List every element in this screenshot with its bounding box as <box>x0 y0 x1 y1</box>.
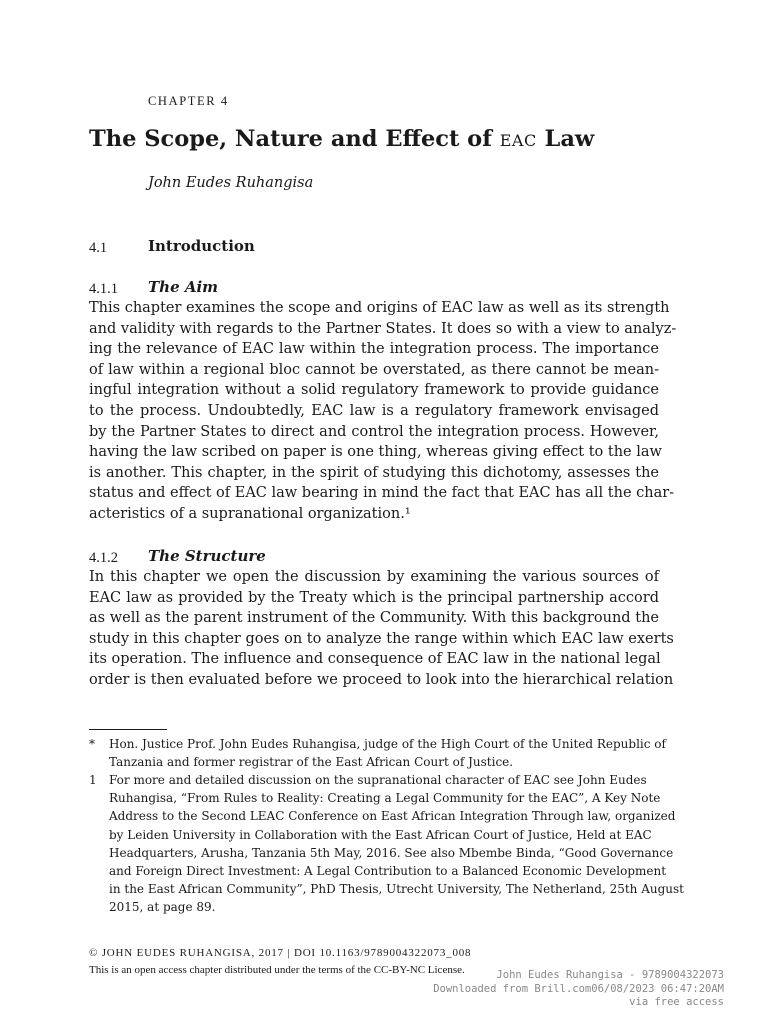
watermark-line: via free access <box>629 996 724 1008</box>
footnote-line: and Foreign Direct Investment: A Legal Contribution to a Balanced Economic Development <box>109 864 667 879</box>
chapter-label: CHAPTER 4 <box>148 94 229 108</box>
title-prefix: The Scope, Nature and Effect of <box>89 126 500 152</box>
subsection-number: 4.1.2 <box>89 550 118 566</box>
footnote-1 <box>89 771 685 917</box>
title-abbr: eac <box>499 126 537 152</box>
paragraph-structure <box>89 567 674 691</box>
chapter-title <box>89 126 594 152</box>
subsection-title-aim: The Aim <box>148 278 219 296</box>
download-watermark <box>433 969 724 1010</box>
text-line: This chapter examines the scope and origins of EAC law as well as its strength <box>89 300 670 316</box>
footnote-line: Headquarters, Arusha, Tanzania 5th May, 2016. See also Mbembe Binda, “Good Governance <box>109 845 674 860</box>
text-line: ingful integration without a solid regulatory framework to provide guidance <box>89 382 659 399</box>
text-line: In this chapter we open the discussion by examining the various sources of <box>89 569 659 585</box>
text-line: by the Partner States to direct and control the integration process. However, <box>89 423 659 440</box>
license-notice: This is an open access chapter distributed under the terms of the CC-BY-NC License. <box>89 964 465 976</box>
footnote-text <box>109 735 666 771</box>
text-line: acteristics of a supranational organization.¹ <box>89 505 411 522</box>
footnote-line: Address to the Second LEAC Conference on East African Integration Through law, organized <box>109 809 676 824</box>
footnote-line: 2015, at page 89. <box>109 900 216 915</box>
footnote-line: Ruhangisa, “From Rules to Reality: Creating a Legal Community for the EAC”, A Key Note <box>109 791 661 806</box>
title-suffix: Law <box>536 126 595 152</box>
subsection-number: 4.1.1 <box>89 281 118 297</box>
footnote-mark: * <box>89 737 95 751</box>
author-name: John Eudes Ruhangisa <box>148 175 314 191</box>
text-line: and validity with regards to the Partner States. It does so with a view to analyz- <box>89 320 677 337</box>
footnote-mark: 1 <box>89 773 97 787</box>
footnote-divider <box>89 729 167 730</box>
subsection-heading-structure <box>89 547 118 567</box>
text-line: order is then evaluated before we proceed to look into the hierarchical relation <box>89 671 674 688</box>
text-line: status and effect of EAC law bearing in mind the fact that EAC has all the char- <box>89 485 675 502</box>
text-line: is another. This chapter, in the spirit of studying this dichotomy, assesses the <box>89 464 659 481</box>
footnote-text <box>109 771 685 917</box>
footnote-author <box>89 735 666 771</box>
copyright-doi: © JOHN EUDES RUHANGISA, 2017 | DOI 10.1163/9789004322073_008 <box>89 947 472 959</box>
text-line: its operation. The influence and consequence of EAC law in the national legal <box>89 651 661 668</box>
text-line: to the process. Undoubtedly, EAC law is a regulatory framework envisaged <box>89 402 659 419</box>
watermark-line: John Eudes Ruhangisa - 9789004322073 <box>496 969 724 981</box>
section-number: 4.1 <box>89 240 108 256</box>
footnote-line: For more and detailed discussion on the supranational character of EAC see John Eudes <box>109 773 647 787</box>
section-heading <box>89 237 107 257</box>
watermark-line: Downloaded from Brill.com06/08/2023 06:47:20AM <box>433 982 724 995</box>
subsection-heading-aim <box>89 278 118 298</box>
text-line: of law within a regional bloc cannot be overstated, as there cannot be mean- <box>89 361 659 378</box>
footnote-line: by Leiden University in Collaboration with the East African Court of Justice, Held at EAC <box>109 827 652 842</box>
footnote-line: Hon. Justice Prof. John Eudes Ruhangisa, judge of the High Court of the United Republic of <box>109 737 666 751</box>
subsection-title-structure: The Structure <box>148 547 266 565</box>
footnote-line: Tanzania and former registrar of the East African Court of Justice. <box>109 755 514 770</box>
text-line: EAC law as provided by the Treaty which is the principal partnership accord <box>89 589 659 606</box>
text-line: ing the relevance of EAC law within the integration process. The importance <box>89 341 659 358</box>
text-line: study in this chapter goes on to analyze the range within which EAC law exerts <box>89 630 674 647</box>
text-line: having the law scribed on paper is one thing, whereas giving effect to the law <box>89 444 662 461</box>
paragraph-aim <box>89 298 677 525</box>
section-title: Introduction <box>148 237 255 255</box>
text-line: as well as the parent instrument of the Community. With this background the <box>89 610 659 627</box>
footnote-line: in the East African Community”, PhD Thesis, Utrecht University, The Netherland, 25th August <box>109 882 685 897</box>
